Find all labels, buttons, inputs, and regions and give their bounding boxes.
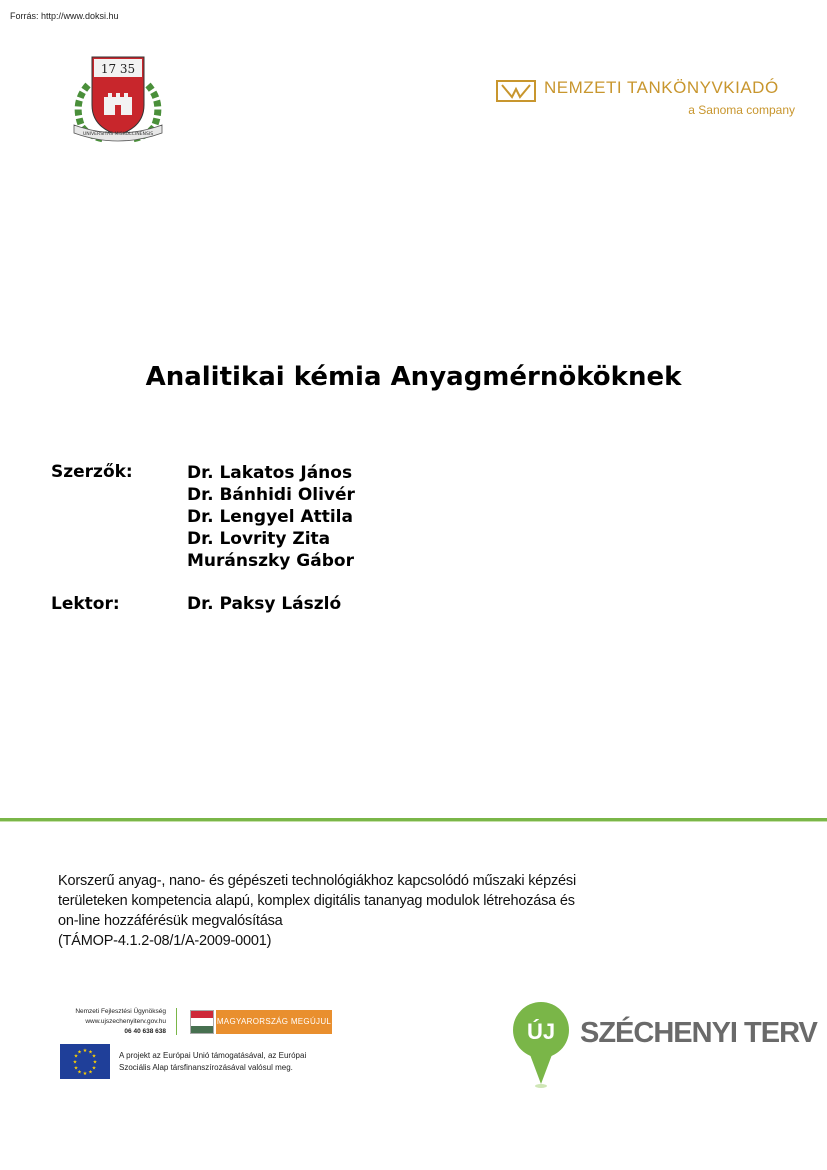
eu-flag-icon [60,1044,110,1079]
eu-text-line: Szociális Alap társfinanszírozásával valósul meg. [119,1063,293,1072]
svg-text:★: ★ [91,1053,97,1060]
project-code: (TÁMOP-4.1.2-08/1/A-2009-0001) [58,933,272,949]
map-pin-icon [510,1002,572,1092]
svg-text:★: ★ [82,1048,88,1054]
reviewer-name: Dr. Paksy László [187,594,342,614]
footer-divider-shadow [0,821,827,822]
hungarian-flag-icon [190,1010,214,1034]
crest-year: 17 35 [100,62,136,76]
svg-text:★: ★ [77,1049,82,1056]
svg-text:★: ★ [91,1065,97,1072]
svg-text:★: ★ [73,1065,79,1072]
svg-text:★: ★ [72,1059,78,1066]
authors-list [187,462,355,572]
publisher-subtitle: a Sanoma company [688,103,795,117]
project-description [58,871,658,951]
author-name: Dr. Bánhidi Olivér [187,485,355,505]
svg-text:★: ★ [77,1069,82,1076]
publisher-name: NEMZETI TANKÖNYVKIADÓ [544,78,779,97]
svg-text:★: ★ [92,1059,98,1066]
authors-label: Szerzők: [51,462,133,482]
megujul-banner: MAGYARORSZÁG MEGÚJUL [216,1010,332,1034]
agency-name: Nemzeti Fejlesztési Ügynökség [75,1008,166,1015]
university-crest-logo [68,55,168,147]
document-title: Analitikai kémia Anyagmérnököknek [145,362,682,392]
agency-phone: 06 40 638 638 [124,1028,166,1035]
source-line: Forrás: http://www.doksi.hu [10,11,119,21]
svg-text:★: ★ [82,1071,88,1077]
author-name: Dr. Lengyel Attila [187,507,353,527]
book-icon [496,80,536,102]
project-line: on-line hozzáférésük megvalósítása [58,913,283,929]
author-name: Dr. Lovrity Zita [187,529,331,549]
agency-info [58,1007,166,1037]
svg-text:★: ★ [88,1049,93,1056]
eu-text-line: A projekt az Európai Unió támogatásával, az Európai [119,1051,307,1060]
author-name: Dr. Lakatos János [187,463,353,483]
agency-separator [176,1008,177,1035]
svg-text:★: ★ [73,1053,79,1060]
svg-text:★: ★ [88,1069,93,1076]
szechenyi-badge: ÚJ [526,1019,556,1044]
szechenyi-terv-logo [510,1002,817,1094]
agency-url: www.ujszechenyiterv.gov.hu [85,1018,166,1025]
project-line: Korszerű anyag-, nano- és gépészeti technológiákhoz kapcsolódó műszaki képzési [58,873,576,889]
publisher-logo [496,78,801,122]
reviewer-label: Lektor: [51,594,120,614]
szechenyi-name: SZÉCHENYI TERV [580,1017,817,1049]
eu-funding-text [119,1050,306,1074]
crest-banner-text: UNIVERSITAS MISKOLCINENSIS [82,132,154,137]
author-name: Muránszky Gábor [187,551,354,571]
project-line: területeken kompetencia alapú, komplex digitális tananyag modulok létrehozása és [58,893,575,909]
